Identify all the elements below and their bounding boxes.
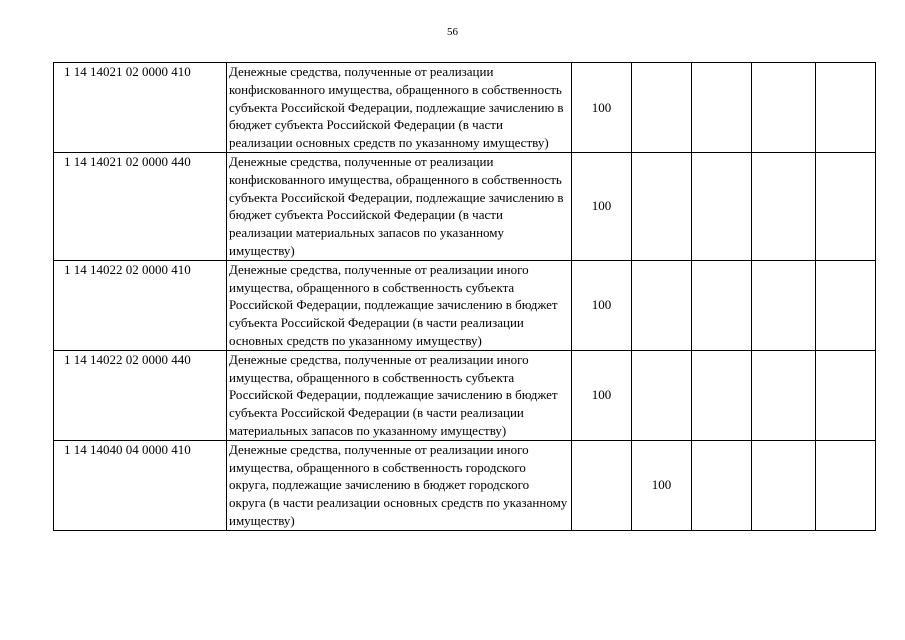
normative-cell-budget-2 [632,152,692,260]
normative-cell-budget-1: 100 [572,152,632,260]
revenue-description-cell: Денежные средства, полученные от реализации иного имущества, обращенного в собственность субъекта Российской Федерации, подлежащие зачислению в бюджет субъекта Российской Федерации (в части реализации материальных запасов по указанному имуществу) [227,350,572,440]
table-row [54,260,876,350]
normative-cell-budget-4 [752,260,816,350]
normative-cell-budget-1: 100 [572,350,632,440]
normative-cell-budget-1: 100 [572,63,632,153]
normative-cell-budget-2 [632,350,692,440]
normative-cell-budget-4 [752,63,816,153]
normative-cell-budget-3 [692,63,752,153]
revenue-description-cell: Денежные средства, полученные от реализации конфискованного имущества, обращенного в собственность субъекта Российской Федерации, подлежащие зачислению в бюджет субъекта Российской Федерации (в части реализации материальных запасов по указанному имуществу) [227,152,572,260]
normative-cell-budget-1 [572,440,632,530]
normative-cell-budget-2: 100 [632,440,692,530]
normative-cell-budget-3 [692,152,752,260]
normative-cell-budget-2 [632,260,692,350]
revenue-distribution-table [53,62,876,531]
page-number: 56 [447,26,458,38]
normative-cell-budget-4 [752,152,816,260]
table-body [54,63,876,531]
revenue-code-cell: 1 14 14021 02 0000 410 [54,63,227,153]
revenue-description-cell: Денежные средства, полученные от реализации иного имущества, обращенного в собственность субъекта Российской Федерации, подлежащие зачислению в бюджет субъекта Российской Федерации (в части реализации основных средств по указанному имуществу) [227,260,572,350]
revenue-code-cell: 1 14 14022 02 0000 410 [54,260,227,350]
table-row [54,63,876,153]
normative-cell-budget-5 [816,152,876,260]
revenue-code-cell: 1 14 14022 02 0000 440 [54,350,227,440]
normative-cell-budget-2 [632,63,692,153]
normative-cell-budget-4 [752,350,816,440]
normative-cell-budget-5 [816,440,876,530]
normative-cell-budget-5 [816,350,876,440]
revenue-code-cell: 1 14 14040 04 0000 410 [54,440,227,530]
normative-cell-budget-3 [692,350,752,440]
table-row [54,350,876,440]
normative-cell-budget-3 [692,440,752,530]
normative-cell-budget-5 [816,260,876,350]
table-row [54,152,876,260]
normative-cell-budget-1: 100 [572,260,632,350]
revenue-description-cell: Денежные средства, полученные от реализации конфискованного имущества, обращенного в собственность субъекта Российской Федерации, подлежащие зачислению в бюджет субъекта Российской Федерации (в части реализации основных средств по указанному имуществу) [227,63,572,153]
revenue-description-cell: Денежные средства, полученные от реализации иного имущества, обращенного в собственность городского округа, подлежащие зачислению в бюджет городского округа (в части реализации основных средств по указанному имуществу) [227,440,572,530]
table-row [54,440,876,530]
normative-cell-budget-4 [752,440,816,530]
revenue-code-cell: 1 14 14021 02 0000 440 [54,152,227,260]
normative-cell-budget-3 [692,260,752,350]
normative-cell-budget-5 [816,63,876,153]
